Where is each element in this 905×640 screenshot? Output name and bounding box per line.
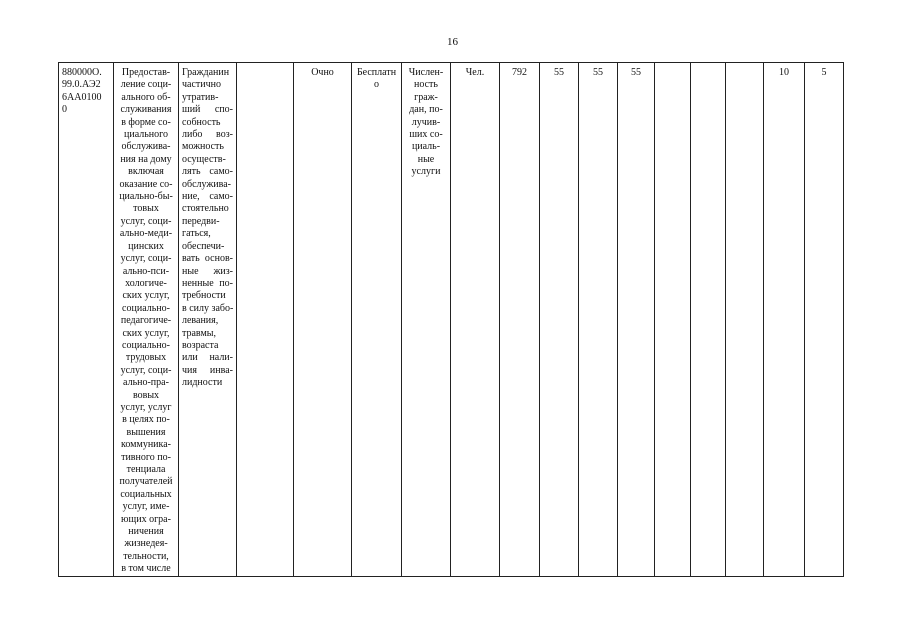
text-line: оказание со- — [119, 178, 173, 190]
text-line: стоятельно — [182, 203, 229, 215]
text-line: или нали- — [182, 352, 233, 364]
text-line: ального об- — [121, 91, 171, 103]
empty-cell — [691, 63, 726, 577]
value-cell — [540, 63, 579, 577]
text-line: возраста — [182, 339, 219, 351]
table-row — [59, 63, 844, 577]
registry-table — [58, 62, 844, 577]
text-line: в том числе — [121, 563, 171, 575]
text-line: включая — [128, 166, 164, 178]
deviation-percent-cell — [764, 63, 805, 577]
indicator-name — [402, 63, 450, 179]
indicator-value-3: 55 — [631, 67, 641, 78]
text-line: граж- — [414, 91, 438, 103]
service-form-cell — [294, 63, 352, 577]
text-line: ально-меди- — [119, 228, 173, 240]
text-line: трудовых — [125, 352, 167, 364]
text-line: жизнедея- — [124, 538, 168, 550]
text-line: в силу забо- — [182, 302, 233, 314]
text-line: 880000О. — [62, 67, 102, 78]
text-line: обеспечи- — [182, 240, 225, 252]
okei-cell — [500, 63, 540, 577]
text-line: тельности, — [123, 550, 169, 562]
text-line: ших со- — [409, 129, 443, 141]
payment-type: Бесплатно — [356, 67, 397, 91]
payment-cell — [352, 63, 402, 577]
text-line: утратив- — [182, 91, 219, 103]
text-line: ший спо- — [182, 104, 233, 116]
text-line: 99.0.АЭ2 — [62, 79, 101, 91]
text-line: передви- — [182, 215, 220, 227]
text-line: ность — [414, 79, 438, 91]
registry-code — [59, 63, 113, 117]
text-line: осуществ- — [182, 153, 226, 165]
text-line: служивания — [120, 104, 172, 116]
text-line: ально-пра- — [123, 377, 169, 389]
text-line: Гражданин — [182, 67, 230, 78]
text-line: педагогиче- — [120, 315, 172, 327]
text-line: ничения — [128, 526, 164, 538]
text-line: травмы, — [182, 327, 217, 339]
text-line: ющих огра- — [121, 513, 171, 525]
empty-cell — [655, 63, 691, 577]
text-line: тивного по- — [121, 451, 171, 463]
text-line: хологиче- — [125, 277, 167, 289]
empty-cell — [237, 63, 294, 577]
text-line: Числен- — [408, 67, 444, 78]
text-line: обслужива- — [121, 141, 171, 153]
page-number: 16 — [447, 36, 458, 48]
text-line: 6АА0100 — [62, 91, 102, 103]
allowed-deviation-absolute: 5 — [821, 67, 827, 78]
text-line: циально-бы- — [119, 191, 173, 203]
indicator-value-1: 55 — [554, 67, 564, 78]
deviation-abs-cell — [805, 63, 844, 577]
text-line: услуг, име- — [122, 501, 170, 513]
registry-code-cell — [59, 63, 114, 577]
text-line: либо воз- — [182, 129, 233, 141]
service-name — [114, 63, 178, 576]
text-line: лучив- — [411, 116, 441, 128]
text-line: в целях по- — [122, 414, 170, 426]
text-line: собность — [182, 116, 221, 128]
text-line: вышения — [126, 426, 166, 438]
text-line: циаль- — [411, 141, 441, 153]
allowed-deviation-percent: 10 — [779, 67, 789, 78]
service-form: Очно — [311, 67, 334, 78]
text-line: ских услуг, — [122, 327, 170, 339]
text-line: частично — [182, 79, 222, 91]
text-line: 0 — [62, 104, 67, 116]
text-line: гаться, — [182, 228, 211, 240]
text-line: ненные по- — [182, 277, 233, 289]
text-line: лидности — [182, 377, 223, 389]
text-line: вовых — [132, 389, 160, 401]
text-line: Предостав- — [121, 67, 171, 78]
text-line: ные жиз- — [182, 265, 233, 277]
text-line: ние, само- — [182, 191, 233, 203]
text-line: левания, — [182, 315, 219, 327]
okei-code: 792 — [512, 67, 527, 78]
text-line: услуг, соци- — [120, 253, 172, 265]
text-line: товых — [133, 203, 159, 215]
text-line: услуг, соци- — [120, 364, 172, 376]
text-line: коммуника- — [121, 439, 171, 451]
service-name-cell — [114, 63, 179, 577]
value-cell — [579, 63, 618, 577]
text-line: чия инва- — [182, 364, 233, 376]
value-cell — [618, 63, 655, 577]
text-line: ния на дому — [120, 153, 172, 165]
recipients-category — [179, 63, 236, 390]
text-line: лять само- — [182, 166, 233, 178]
text-line: услуг, услуг — [120, 401, 172, 413]
empty-cell — [726, 63, 764, 577]
text-line: получателей — [119, 476, 173, 488]
text-line: циального — [124, 129, 168, 141]
text-line: тенциала — [126, 464, 166, 475]
unit-cell — [451, 63, 500, 577]
text-line: услуг, соци- — [120, 215, 172, 227]
text-line: обслужива- — [182, 178, 232, 190]
text-line: социальных — [120, 488, 172, 500]
text-line: ление соци- — [120, 79, 172, 91]
text-line: дан, по- — [409, 104, 443, 116]
text-line: услуги — [411, 166, 441, 178]
recipients-category-cell — [179, 63, 237, 577]
indicator-name-cell — [402, 63, 451, 577]
text-line: ально-пси- — [122, 265, 170, 277]
text-line: цинских — [128, 240, 164, 252]
text-line: вать основ- — [182, 253, 233, 265]
text-line: можность — [182, 141, 224, 153]
text-line: социально- — [122, 339, 170, 351]
text-line: требности — [182, 290, 226, 302]
text-line: в форме со- — [121, 116, 171, 128]
text-line: ских услуг, — [122, 290, 170, 302]
unit-of-measure: Чел. — [465, 67, 485, 78]
indicator-value-2: 55 — [593, 67, 603, 78]
text-line: социально- — [122, 302, 170, 314]
text-line: ные — [417, 153, 435, 165]
